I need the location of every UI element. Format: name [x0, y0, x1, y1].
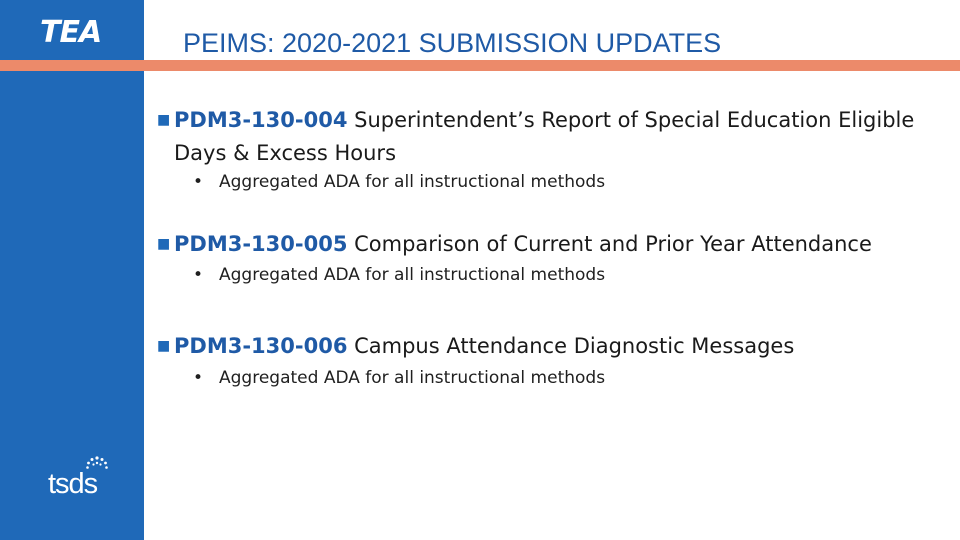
- list-item: [157, 330, 947, 363]
- report-code: PDM3-130-005: [174, 232, 348, 256]
- tea-logo-text: TEA: [40, 15, 102, 50]
- header-divider-stripe: [0, 60, 960, 71]
- bullet-dot-icon: •: [193, 368, 204, 388]
- list-item-text: [157, 228, 947, 261]
- report-code: PDM3-130-004: [174, 108, 348, 132]
- tsds-logo-text: tsds: [48, 468, 98, 500]
- tsds-logo: [48, 455, 118, 505]
- sub-bullet: [193, 170, 605, 194]
- report-description: Comparison of Current and Prior Year Attendance: [347, 232, 872, 256]
- bullet-square-icon: ■: [157, 112, 171, 128]
- bullet-square-icon: ■: [157, 236, 171, 252]
- report-code: PDM3-130-006: [174, 334, 348, 358]
- report-description: Superintendent’s Report of Special Education Eligible Days & Excess Hours: [174, 108, 915, 165]
- bullet-dot-icon: •: [193, 172, 204, 192]
- list-item-text: [157, 104, 947, 170]
- page-title: PEIMS: 2020-2021 SUBMISSION UPDATES: [183, 28, 722, 58]
- sub-bullet-text: Aggregated ADA for all instructional methods: [219, 265, 606, 285]
- bullet-square-icon: ■: [157, 338, 171, 354]
- list-item-text: [157, 330, 947, 363]
- list-item: [157, 104, 947, 170]
- list-item: [157, 228, 947, 261]
- report-description: Campus Attendance Diagnostic Messages: [347, 334, 795, 358]
- sub-bullet: [193, 263, 605, 287]
- sub-bullet-text: Aggregated ADA for all instructional methods: [219, 172, 606, 192]
- tea-logo: [40, 17, 124, 49]
- sub-bullet: [193, 366, 605, 390]
- sub-bullet-text: Aggregated ADA for all instructional methods: [219, 368, 606, 388]
- bullet-dot-icon: •: [193, 265, 204, 285]
